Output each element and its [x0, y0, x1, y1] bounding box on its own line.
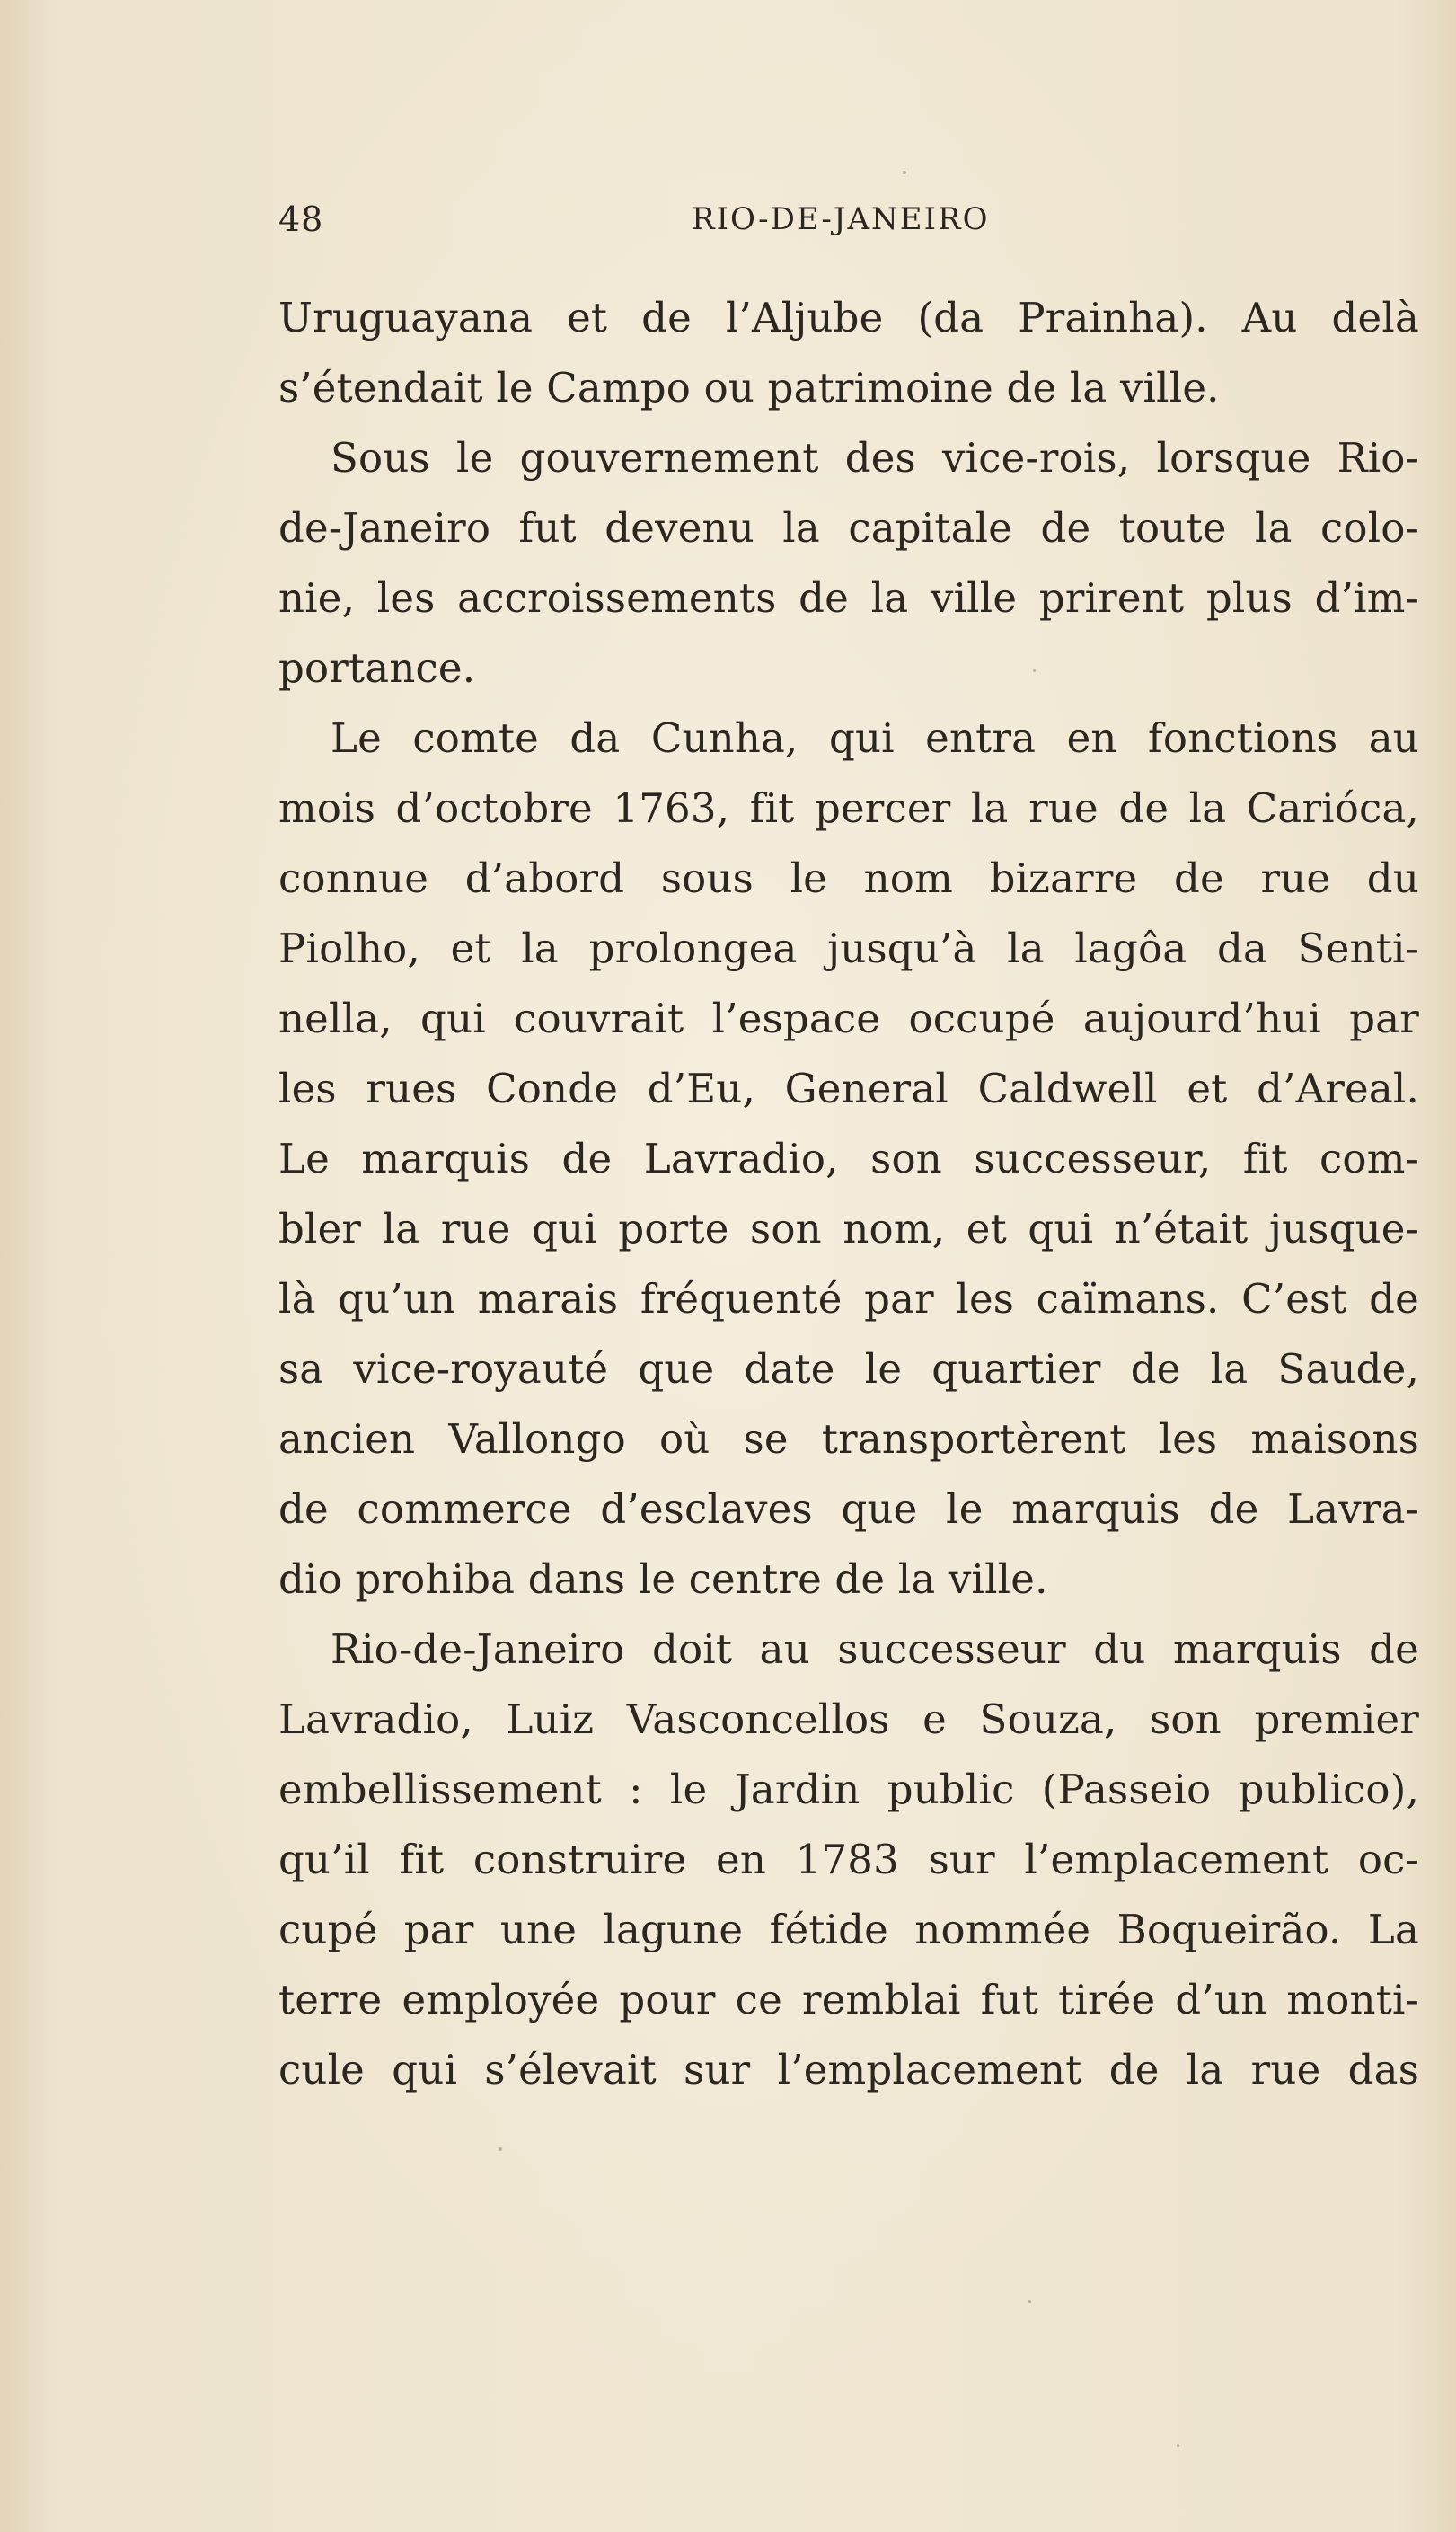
text-line: connue d’abord sous le nom bizarre de rue du: [278, 854, 1419, 902]
text-line: les rues Conde d’Eu, General Caldwell et d’Areal.: [278, 1065, 1419, 1112]
text-line: Le comte da Cunha, qui entra en fonctions au: [331, 714, 1419, 762]
page-number: 48: [278, 199, 324, 239]
text-line: ancien Vallongo où se transportèrent les maisons: [278, 1415, 1419, 1463]
text-line: terre employée pour ce remblai fut tirée d’un monti-: [278, 1976, 1419, 2023]
text-line: embellissement : le Jardin public (Passeio publico),: [278, 1766, 1419, 1813]
text-line: cupé par une lagune fétide nommée Boqueirão. La: [278, 1906, 1419, 1953]
text-line: sa vice-royauté que date le quartier de la Saude,: [278, 1345, 1419, 1393]
text-line: portance.: [278, 644, 476, 692]
paper-speck: [1177, 2444, 1179, 2447]
text-line: Rio-de-Janeiro doit au successeur du marquis de: [331, 1625, 1419, 1673]
paper-speck: [1033, 669, 1036, 672]
text-line: mois d’octobre 1763, fit percer la rue de la Carióca,: [278, 784, 1419, 832]
text-line: qu’il fit construire en 1783 sur l’emplacement oc-: [278, 1836, 1419, 1883]
body-text: [278, 283, 1419, 2105]
text-line: Piolho, et la prolongea jusqu’à la lagôa da Senti-: [278, 925, 1419, 972]
running-title: RIO-DE-JANEIRO: [692, 201, 990, 237]
text-line: cule qui s’élevait sur l’emplacement de la rue das: [278, 2046, 1419, 2094]
paper-speck: [1028, 2300, 1031, 2303]
text-line: Sous le gouvernement des vice-rois, lorsque Rio-: [331, 434, 1419, 482]
text-line: là qu’un marais fréquenté par les caïmans. C’est de: [278, 1275, 1419, 1323]
text-line: bler la rue qui porte son nom, et qui n’était jusque-: [278, 1205, 1419, 1253]
text-line: dio prohiba dans le centre de la ville.: [278, 1555, 1048, 1603]
text-line: Uruguayana et de l’Aljube (da Prainha). Au delà: [278, 294, 1419, 341]
text-line: de commerce d’esclaves que le marquis de Lavra-: [278, 1485, 1419, 1533]
text-line: s’étendait le Campo ou patrimoine de la ville.: [278, 364, 1220, 412]
text-line: de-Janeiro fut devenu la capitale de toute la colo-: [278, 504, 1419, 552]
paper-speck: [499, 2147, 502, 2151]
text-line: nella, qui couvrait l’espace occupé aujourd’hui par: [278, 995, 1419, 1042]
paper-speck: [903, 171, 906, 174]
text-line: Le marquis de Lavradio, son successeur, fit com-: [278, 1135, 1419, 1182]
page-header: [278, 199, 1412, 253]
text-line: Lavradio, Luiz Vasconcellos e Souza, son premier: [278, 1695, 1419, 1743]
text-line: nie, les accroissements de la ville prirent plus d’im-: [278, 574, 1419, 622]
